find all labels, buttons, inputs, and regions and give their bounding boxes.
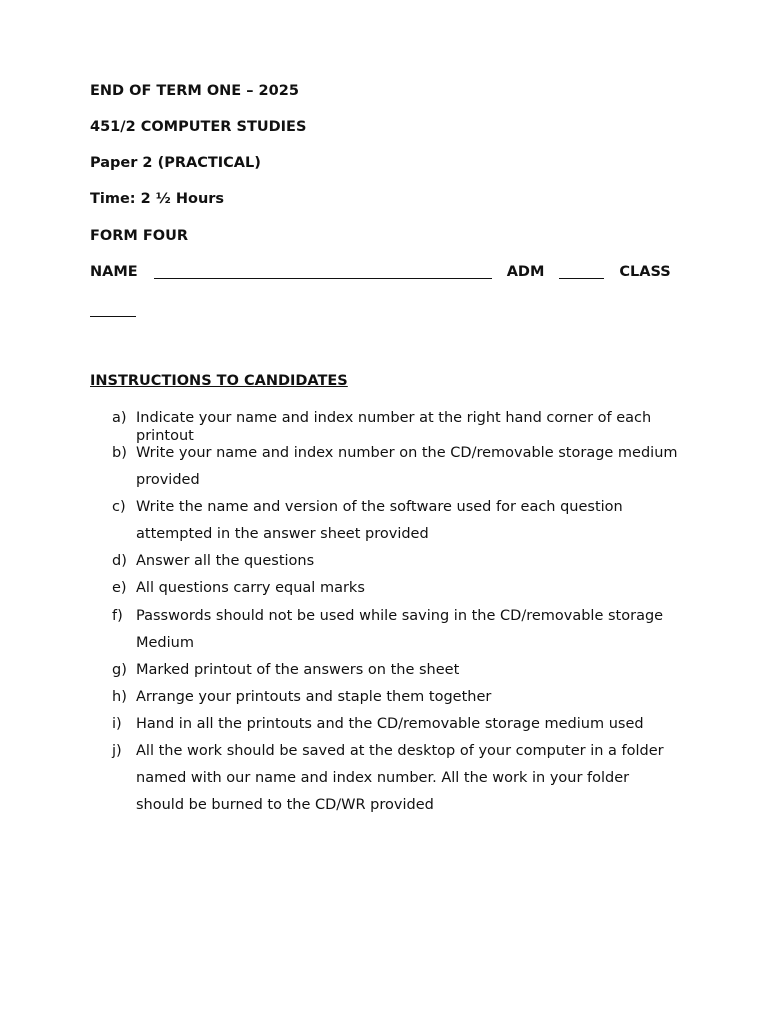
form-level: FORM FOUR bbox=[90, 228, 189, 244]
list-marker: i) bbox=[112, 716, 122, 732]
list-marker: b) bbox=[112, 445, 127, 461]
list-item-text: Hand in all the printouts and the CD/removable storage medium used bbox=[136, 716, 644, 732]
list-marker: f) bbox=[112, 608, 123, 624]
list-item-text: Passwords should not be used while saving in the CD/removable storage Medium bbox=[136, 608, 664, 651]
list-marker: j) bbox=[112, 743, 122, 759]
subject-title: 451/2 COMPUTER STUDIES bbox=[90, 119, 307, 135]
exam-title: END OF TERM ONE – 2025 bbox=[90, 83, 299, 99]
instructions-title: INSTRUCTIONS TO CANDIDATES bbox=[90, 373, 348, 389]
list-marker: g) bbox=[112, 662, 127, 678]
list-item-text: All questions carry equal marks bbox=[136, 580, 365, 596]
name-blank[interactable] bbox=[154, 264, 492, 279]
list-item-text: Arrange your printouts and staple them together bbox=[136, 689, 492, 705]
class-label: CLASS bbox=[619, 264, 671, 280]
list-marker: c) bbox=[112, 499, 126, 515]
class-blank[interactable] bbox=[90, 302, 136, 317]
list-item-text: Write your name and index number on the CD/removable storage medium provided bbox=[136, 445, 678, 488]
list-marker: d) bbox=[112, 553, 127, 569]
list-item-text: Marked printout of the answers on the sheet bbox=[136, 662, 460, 678]
adm-label: ADM bbox=[506, 264, 545, 280]
list-item-text: Indicate your name and index number at the right hand corner of each printout bbox=[136, 410, 652, 444]
name-label: NAME bbox=[90, 264, 138, 280]
list-item-text: All the work should be saved at the desktop of your computer in a folder named with our name and index number. All the work in your folder should be burned to the CD/WR provided bbox=[136, 743, 664, 813]
list-item-text: Write the name and version of the software used for each question attempted in the answer sheet provided bbox=[136, 499, 623, 542]
paper-title: Paper 2 (PRACTICAL) bbox=[90, 155, 261, 171]
list-marker: e) bbox=[112, 580, 127, 596]
list-marker: a) bbox=[112, 410, 127, 426]
time-allowed: Time: 2 ½ Hours bbox=[90, 191, 225, 207]
candidate-details-line bbox=[90, 263, 671, 281]
adm-blank[interactable] bbox=[559, 264, 604, 279]
list-item-text: Answer all the questions bbox=[136, 553, 315, 569]
list-marker: h) bbox=[112, 689, 127, 705]
